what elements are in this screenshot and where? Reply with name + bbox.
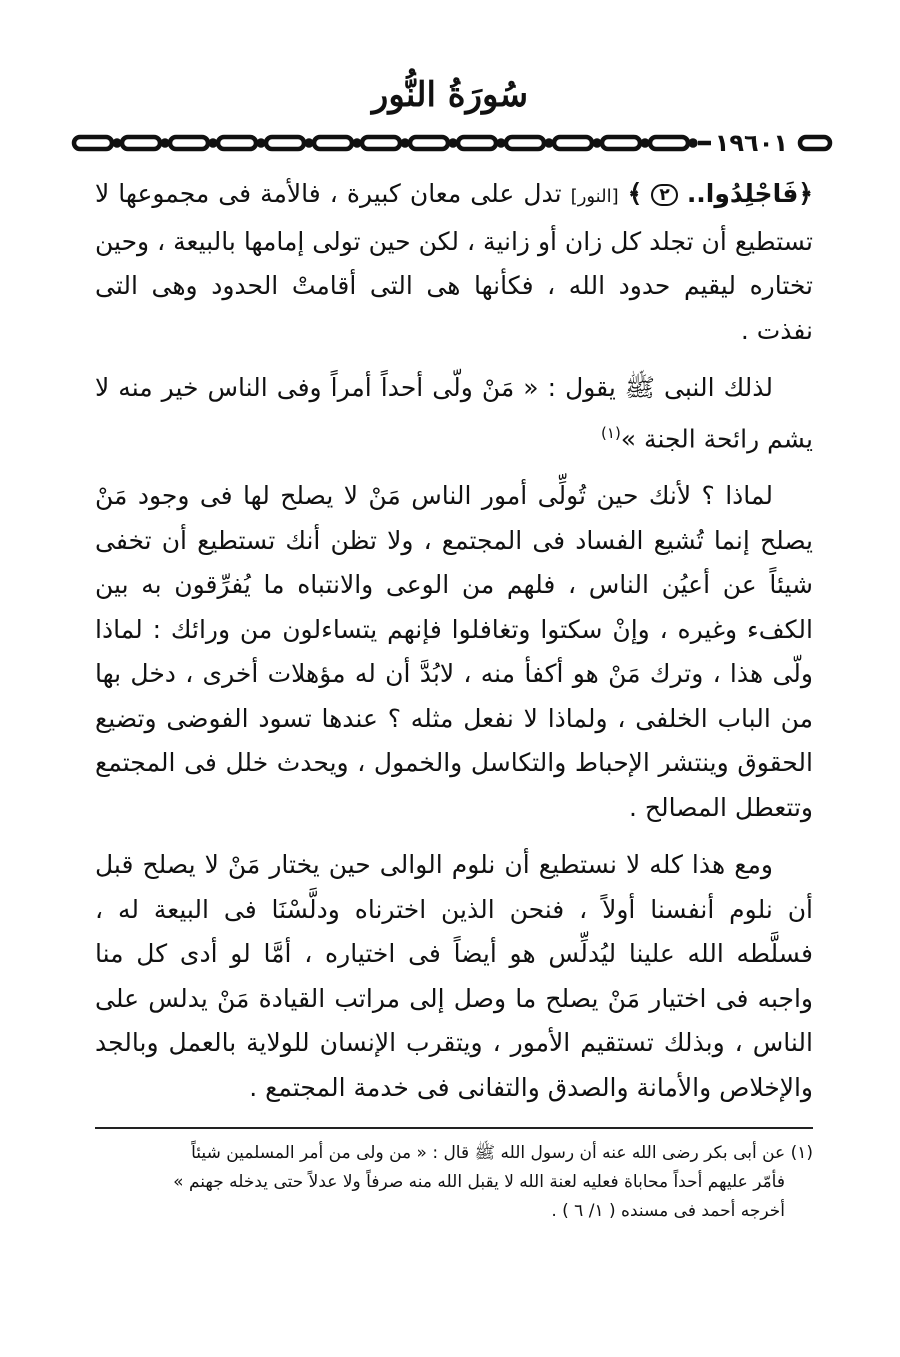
chain-link: [266, 137, 304, 149]
main-text: [95, 172, 813, 1110]
chain-link: [170, 137, 208, 149]
chain-link: [602, 137, 640, 149]
ornamental-border: [70, 128, 836, 158]
chain-link: [122, 137, 160, 149]
chain-link: [74, 137, 112, 149]
chain-link: [218, 137, 256, 149]
chain-link: [650, 137, 688, 149]
chain-dot: [547, 141, 552, 146]
page-number: ١٩٦٠١: [711, 128, 792, 158]
quran-quote: ﴿فَاجْلِدُوا..: [686, 179, 813, 208]
chain-link: [314, 137, 352, 149]
paragraph-3-text: لماذا ؟ لأنك حين تُولِّى أمور الناس مَنْ لا يصلح لها فى وجود مَنْ يصلح إنما تُشيع الفساد فى المجتمع ، ولا تظن أنك تستطيع أن تخفى شيئاً عن أعيُن الناس ، فلهم من الوعى والانتباه ما يُفرِّقون به بين الكفء وغيره ، وإنْ سكتوا وتغافلوا فإنهم يتساءلون من ورائك : لماذا ولّى هذا ، وترك مَنْ هو أكفأ منه ، لابُدَّ أن له مؤهلات أخرى ، دخل بها من الباب الخلفى ، ولماذا لا نفعل مثله ؟ عندها تسود الفوضى وتضيع الحقوق وينتشر الإحباط والتكاسل والخمول ، ويحدث خلل فى المجتمع وتتعطل المصالح .: [95, 481, 813, 822]
chain-link: [410, 137, 448, 149]
chain-dot: [643, 141, 648, 146]
chain-link: [800, 137, 830, 149]
chain-dot: [595, 141, 600, 146]
verse-number-badge: ٢: [651, 184, 677, 206]
chain-dot: [307, 141, 312, 146]
chain-link: [554, 137, 592, 149]
quran-bracket-close: ﴾: [627, 179, 643, 208]
paragraph-4: [95, 843, 813, 1110]
chain-link: [506, 137, 544, 149]
chain-dot: [115, 141, 120, 146]
footnote-divider: [95, 1127, 813, 1129]
footnote-line-1: (١) عن أبى بكر رضى الله عنه أن رسول الله ﷺ قال : « من ولى من أمر المسلمين شيئاً: [191, 1143, 813, 1163]
paragraph-2: [95, 366, 813, 461]
paragraph-1-text: تدل على معان كبيرة ، فالأمة فى مجموعها لا تستطيع أن تجلد كل زان أو زانية ، لكن حين تولى إمامها بالبيعة ، وحين تختاره ليقيم حدود الله ، فكأنها هى التى أقامتْ الحدود وهى التى نفذت .: [95, 179, 813, 345]
paragraph-2-text: لذلك النبى ﷺ يقول : « مَنْ ولّى أحداً أمراً وفى الناس خير منه لا يشم رائحة الجنة »: [95, 373, 813, 453]
footnote-marker: (١): [601, 423, 621, 442]
chain-dot: [355, 141, 360, 146]
chain-dot: [211, 141, 216, 146]
chain-link: [458, 137, 496, 149]
chain-dot: [403, 141, 408, 146]
footnotes: [95, 1139, 813, 1226]
paragraph-3: [95, 474, 813, 830]
paragraph-1: [95, 172, 813, 353]
surah-title-calligraphy: سُورَةُ النُّور: [371, 75, 529, 115]
chain-dot: [691, 141, 696, 146]
surah-reference: [النور]: [570, 186, 619, 207]
chain-dot: [499, 141, 504, 146]
chain-dot: [163, 141, 168, 146]
footnote-line-2: فأمّر عليهم أحداً محاباة فعليه لعنة الله لا يقبل الله منه صرفاً ولا عدلاً حتى يدخله جهنم »: [173, 1172, 785, 1192]
paragraph-4-text: ومع هذا كله لا نستطيع أن نلوم الوالى حين يختار مَنْ لا يصلح قبل أن نلوم أنفسنا أولاً ، فنحن الذين اخترناه ودلَّسْنَا فى البيعة له ، فسلَّطه الله علينا ليُدلِّس هو أيضاً فى اختياره ، أمَّا لو أدى كل منا واجبه فى اختيار مَنْ يصلح ما وصل إلى مراتب القيادة مَنْ يدلس على الناس ، وبذلك تستقيم الأمور ، ويتقرب الإنسان للولاية بالعمل وبالجد والإخلاص والأمانة والصدق والتفانى فى خدمة المجتمع .: [95, 850, 813, 1102]
chain-dot: [259, 141, 264, 146]
chain-dot: [451, 141, 456, 146]
footnote-line-3: أخرجه أحمد فى مسنده ( ١/ ٦ ) .: [551, 1201, 785, 1221]
chain-link: [362, 137, 400, 149]
